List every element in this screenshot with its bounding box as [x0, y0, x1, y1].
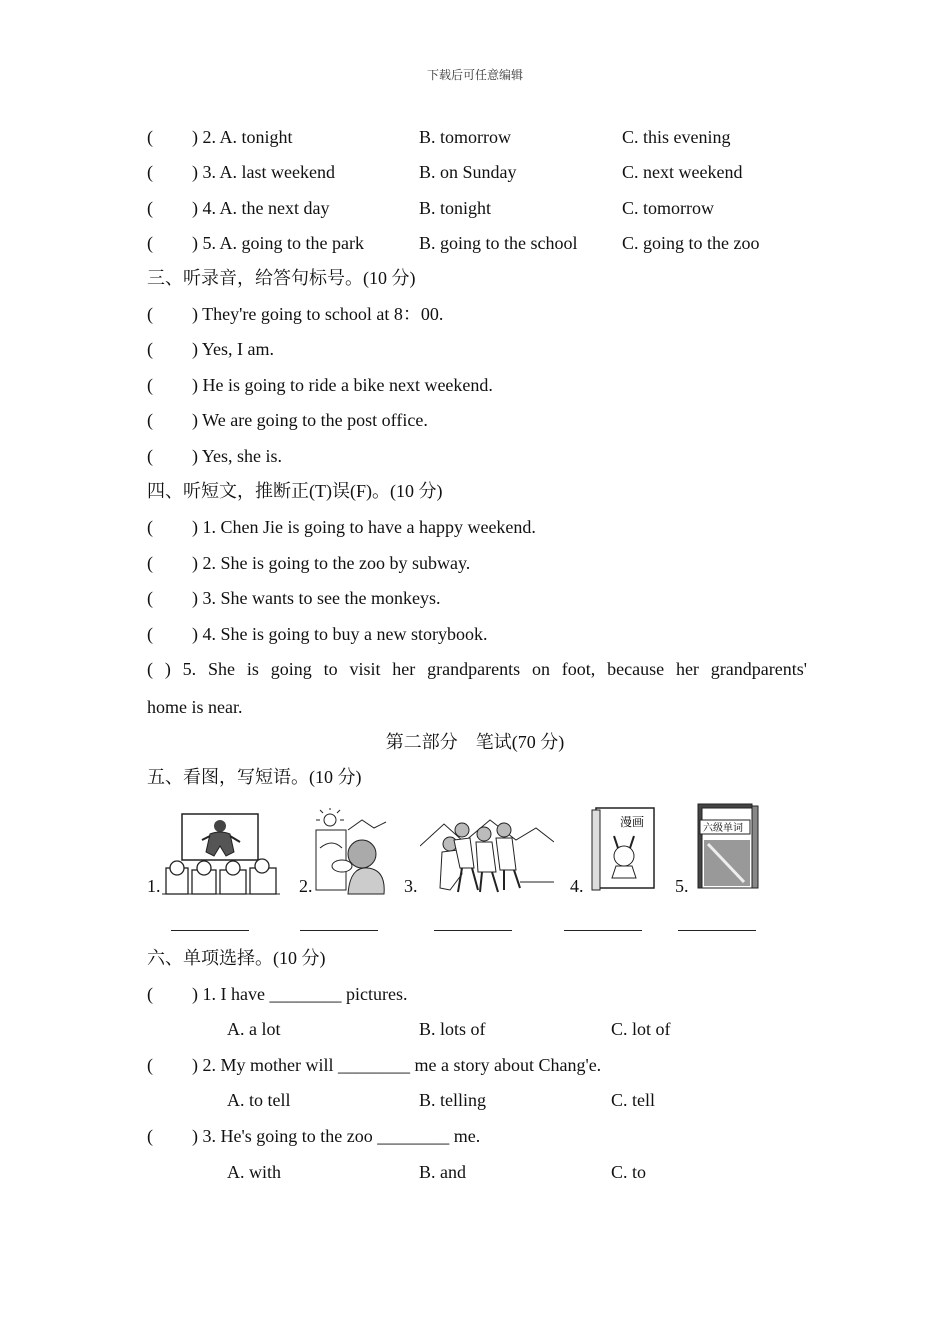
- picture-number: 3.: [404, 876, 418, 896]
- question-row: [147, 1124, 481, 1148]
- option-a: A. to tell: [227, 1090, 291, 1110]
- option-c: C. tomorrow: [622, 198, 714, 218]
- comic-label: 漫画: [620, 815, 645, 829]
- statement-text: ) 2. She is going to the zoo by subway.: [192, 553, 471, 573]
- option-c: C. lot of: [611, 1019, 671, 1039]
- answer-paren: (: [147, 446, 153, 466]
- answer-blank[interactable]: [678, 930, 756, 931]
- option-c: C. this evening: [622, 127, 731, 147]
- answer-blank[interactable]: [300, 930, 378, 931]
- option-a: A. with: [227, 1162, 281, 1182]
- section-title: 四、听短文，推断正(T)误(F)。(10 分): [147, 481, 443, 501]
- answer-paren: (: [147, 339, 153, 359]
- painting-picture: [312, 808, 392, 896]
- picture-number: 4.: [570, 876, 584, 896]
- option-b: B. going to the school: [419, 233, 578, 253]
- statement-text: ) Yes, I am.: [192, 339, 275, 359]
- option-b: B. and: [419, 1162, 466, 1182]
- answer-paren: (: [147, 624, 153, 644]
- option-a: ) 5. A. going to the park: [192, 233, 364, 253]
- statement-row: [147, 622, 488, 646]
- question-row: [147, 196, 714, 220]
- statement-text: ) They're going to school at 8：00.: [192, 304, 444, 324]
- option-c: C. to: [611, 1162, 647, 1182]
- option-a: ) 3. A. last weekend: [192, 162, 335, 182]
- answer-paren: (: [147, 127, 153, 147]
- answer-paren: (: [147, 233, 153, 253]
- statement-text: ) 3. She wants to see the monkeys.: [192, 588, 441, 608]
- option-b: B. tonight: [419, 198, 492, 218]
- option-a: ) 2. A. tonight: [192, 127, 293, 147]
- statement-row: [147, 551, 471, 575]
- part-title: 第二部分 笔试(70 分): [385, 732, 565, 752]
- statement-row: [147, 302, 444, 326]
- question-text: ) 3. He's going to the zoo ________ me.: [192, 1126, 481, 1146]
- statement-text: ) Yes, she is.: [192, 446, 283, 466]
- option-b: B. lots of: [419, 1019, 486, 1039]
- picture-number: 5.: [675, 876, 689, 896]
- statement-row: [147, 337, 275, 361]
- question-text: ) 1. I have ________ pictures.: [192, 984, 408, 1004]
- statement-continuation: home is near.: [147, 697, 243, 717]
- answer-paren: (: [147, 553, 153, 573]
- statement-long-line: ( ) 5. She is going to visit her grandparents on foot, because her grandparents': [147, 659, 807, 679]
- cinema-picture: [162, 812, 280, 896]
- question-text: ) 2. My mother will ________ me a story about Chang'e.: [192, 1055, 602, 1075]
- answer-paren: (: [147, 410, 153, 430]
- section-title: 六、单项选择。(10 分): [147, 948, 326, 968]
- option-b: B. on Sunday: [419, 162, 517, 182]
- answer-paren: (: [147, 375, 153, 395]
- option-c: C. tell: [611, 1090, 655, 1110]
- answer-paren: (: [147, 588, 153, 608]
- statement-row: [147, 586, 441, 610]
- answer-paren: (: [147, 984, 153, 1004]
- option-c: C. going to the zoo: [622, 233, 760, 253]
- answer-paren: (: [147, 517, 153, 537]
- answer-paren: (: [147, 304, 153, 324]
- question-row: [147, 1053, 602, 1077]
- question-row: [147, 125, 731, 149]
- statement-row: [147, 408, 428, 432]
- statement-text: ) He is going to ride a bike next weekend.: [192, 375, 493, 395]
- answer-blank[interactable]: [434, 930, 512, 931]
- statement-text: ) 1. Chen Jie is going to have a happy weekend.: [192, 517, 536, 537]
- picture-number: 1.: [147, 876, 161, 896]
- answer-paren: (: [147, 1126, 153, 1146]
- statement-text: ) 4. She is going to buy a new storybook.: [192, 624, 488, 644]
- option-a: A. a lot: [227, 1019, 281, 1039]
- answer-paren: (: [147, 1055, 153, 1075]
- answer-blank[interactable]: [171, 930, 249, 931]
- page-header: 下载后可任意编辑: [426, 68, 523, 82]
- section-title: 三、听录音，给答句标号。(10 分): [147, 268, 416, 288]
- section-title: 五、看图，写短语。(10 分): [147, 767, 362, 787]
- question-row: [147, 982, 408, 1006]
- picture-number: 2.: [299, 876, 313, 896]
- book-label: 六级单词: [703, 823, 743, 834]
- statement-text: ) We are going to the post office.: [192, 410, 428, 430]
- statement-row: [147, 373, 493, 397]
- statement-row: [147, 444, 283, 468]
- statement-row: [147, 515, 536, 539]
- word-book-picture: [694, 800, 760, 892]
- question-row: [147, 231, 760, 255]
- hiking-picture: [420, 812, 554, 896]
- comic-book-picture: [590, 806, 658, 894]
- option-b: B. tomorrow: [419, 127, 511, 147]
- option-a: ) 4. A. the next day: [192, 198, 330, 218]
- option-c: C. next weekend: [622, 162, 743, 182]
- answer-paren: (: [147, 162, 153, 182]
- answer-blank[interactable]: [564, 930, 642, 931]
- option-b: B. telling: [419, 1090, 486, 1110]
- question-row: [147, 160, 743, 184]
- answer-paren: (: [147, 198, 153, 218]
